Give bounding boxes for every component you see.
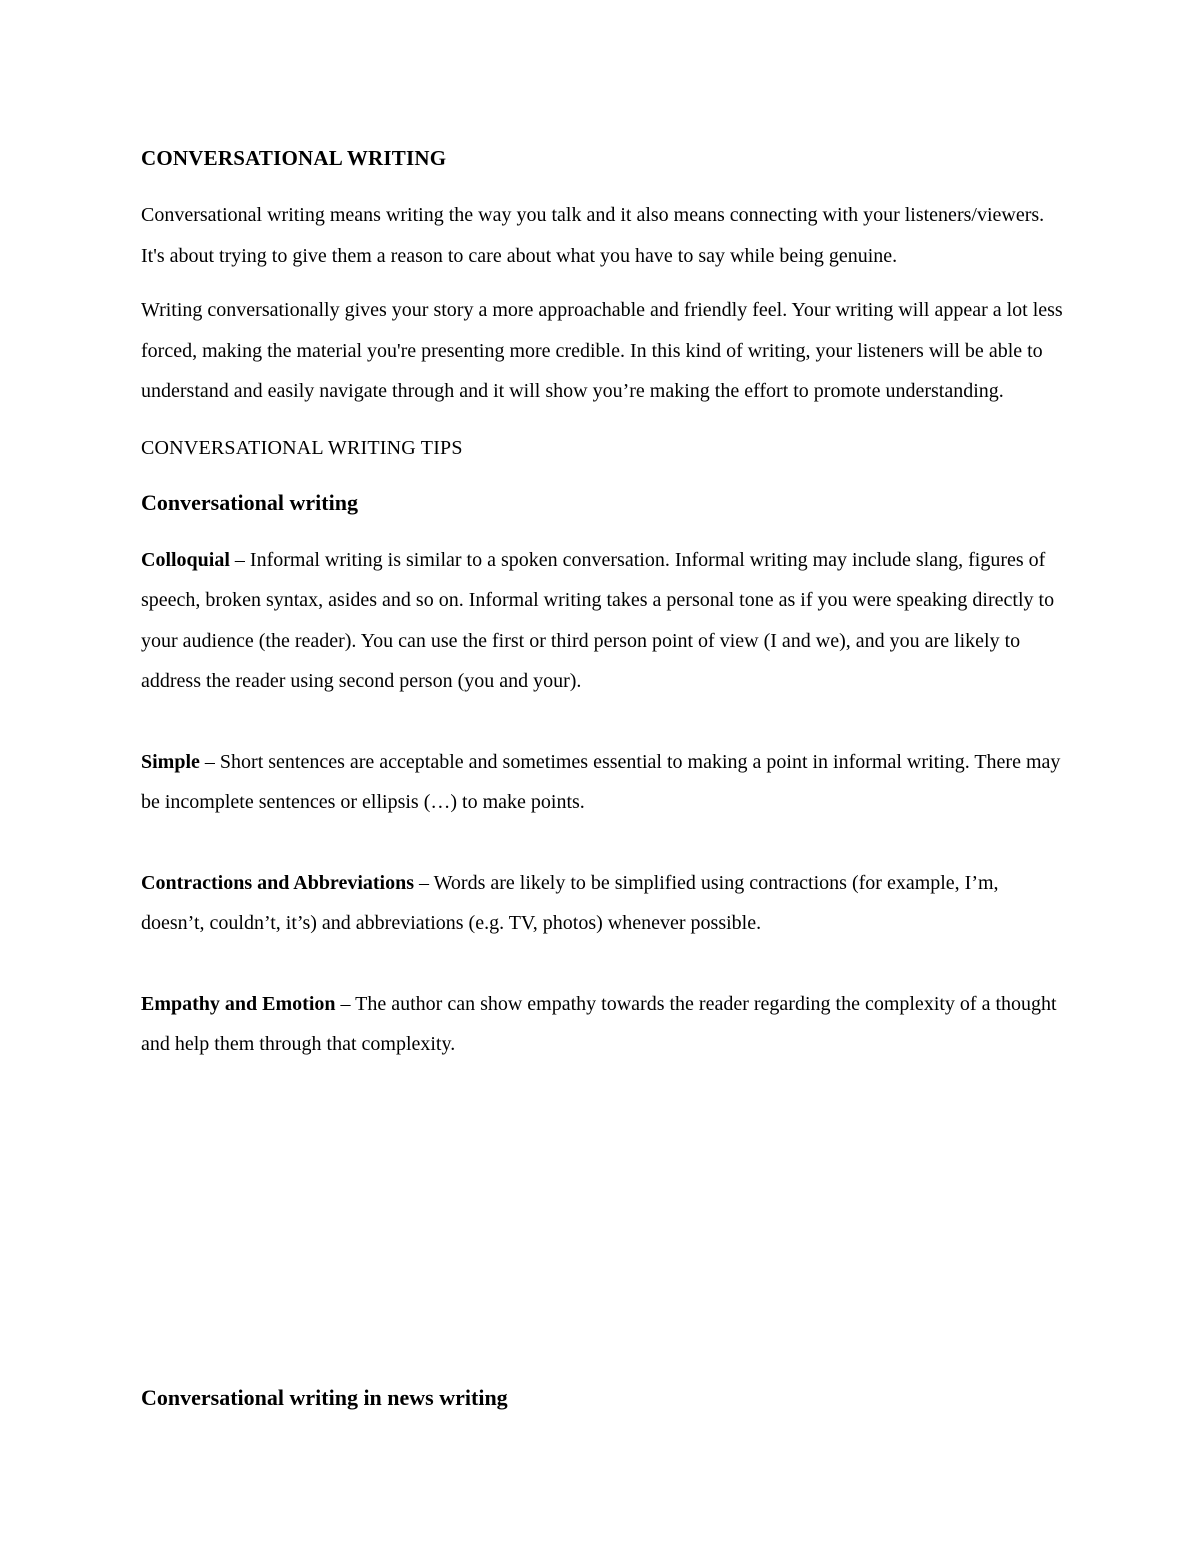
document-body [141,141,1066,1065]
section-heading: Conversational writing [141,489,358,515]
tips-heading: CONVERSATIONAL WRITING TIPS [141,436,463,459]
tip-separator: – [229,548,250,571]
tip-colloquial [141,540,1066,702]
tip-simple [141,742,1066,823]
tip-separator: – [335,992,356,1015]
section-heading-news-writing: Conversational writing in news writing [141,1385,508,1410]
tip-separator: – [414,871,434,894]
intro-paragraph-1: Conversational writing means writing the way you talk and it also means connecting with your listeners/viewers. It's about trying to give them a reason to care about what you have to say while being genuine. [141,204,1045,267]
tip-label: Contractions and Abbreviations [141,871,415,894]
tip-text: Words are likely to be simplified using contractions (for example, I’m, doesn’t, couldn’t, it’s) and abbreviations (e.g. TV, photos) whenever possible. [141,871,999,934]
intro-paragraph-2: Writing conversationally gives your story a more approachable and friendly feel. Your writing will appear a lot less forced, making the material you're presenting more credible. In this kind of writing, your listeners will be able to understand and easily navigate through and it will show you’re making the effort to promote understanding. [141,299,1063,402]
tip-empathy [141,984,1066,1065]
tip-label: Empathy and Emotion [141,992,336,1015]
tip-text: The author can show empathy towards the reader regarding the complexity of a thought and help them through that complexity. [141,992,1057,1055]
tip-contractions [141,863,1066,944]
tip-text: Short sentences are acceptable and sometimes essential to making a point in informal writing. There may be incomplete sentences or ellipsis (…) to make points. [141,750,1061,813]
document-title: CONVERSATIONAL WRITING [141,146,447,170]
tip-separator: – [199,750,220,773]
tip-text: Informal writing is similar to a spoken conversation. Informal writing may include slang, figures of speech, broken syntax, asides and so on. Informal writing takes a personal tone as if you were speaking directly to your audience (the reader). You can use the first or third person point of view (I and we), and you are likely to address the reader using second person (you and your). [141,548,1055,692]
tip-label: Colloquial [141,548,230,571]
tip-label: Simple [141,750,200,773]
